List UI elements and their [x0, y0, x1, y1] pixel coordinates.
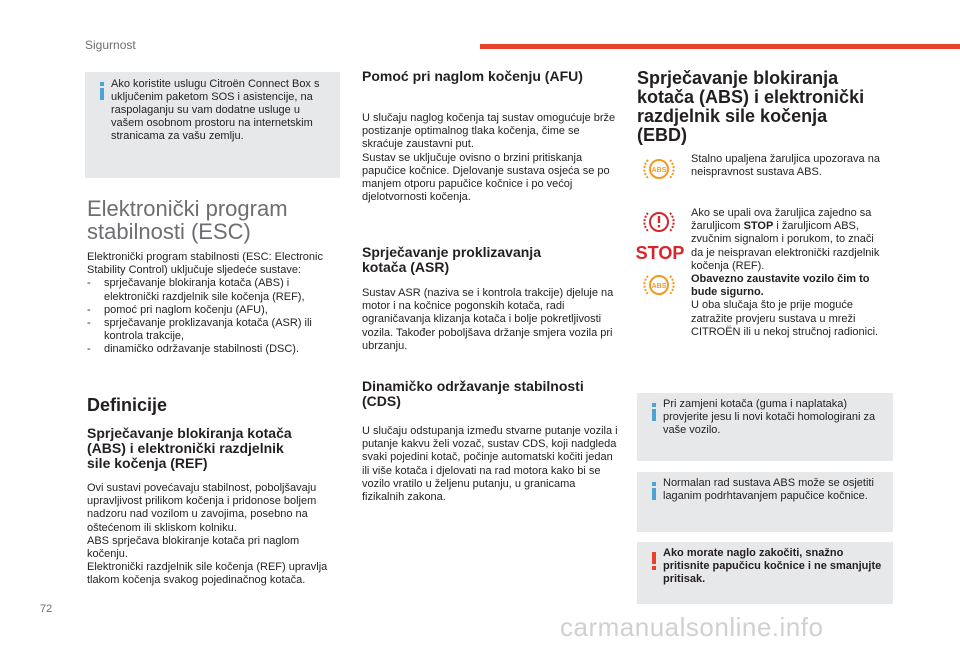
afu-text: Sustav se uključuje ovisno o brzini pritiskanja papučice kočnice. Djelovanje sustava osjeća se po manjem otporu papučice kočnice i po većoj djelotvornosti kočenja. [362, 151, 610, 204]
watermark-text: carmanualsonline.info [560, 612, 824, 642]
abs-ref-body [87, 482, 340, 588]
abs-ref-heading [87, 426, 342, 471]
info-box-text: Ako koristite uslugu Citroën Connect Box s uključenim paketom SOS i asistencije, na raspolaganju su vam dodatne usluge u vašem osobnom prostoru na internetskim stranicama za vašu zemlju. [111, 78, 320, 142]
col3-heading-line1: Sprječavanje blokiranja [637, 68, 839, 88]
header-accent-bar [480, 44, 960, 49]
info-box-abs-vibration [637, 472, 893, 532]
info-icon [645, 481, 663, 501]
page-number: 72 [40, 603, 53, 615]
esc-title [87, 197, 337, 243]
info-icon [645, 402, 663, 422]
dsc-heading-line2: (CDS) [362, 393, 401, 409]
esc-item: - sprječavanje proklizavanja kotača (ASR) ili kontrola trakcije, [87, 317, 339, 343]
abs-warning-text: Stalno upaljena žaruljica upozorava na neispravnost sustava ABS. [691, 153, 880, 179]
ref-text: i žaruljicom ABS, zvučnim signalom i porukom, to znači da je neispravan elektronički razdjelnik kočenja (REF). [691, 220, 880, 272]
section-title: Sigurnost [85, 38, 136, 52]
asr-heading-line1: Sprječavanje proklizavanja [362, 244, 541, 260]
afu-body [362, 112, 617, 204]
info-box-connect-box [85, 72, 340, 178]
dsc-heading [362, 379, 624, 409]
esc-title-line2: stabilnosti (ESC) [87, 219, 251, 244]
definitions-heading: Definicije [87, 395, 168, 415]
esc-body [87, 251, 339, 357]
asr-text: Sustav ASR (naziva se i kontrola trakcije) djeluje na motor i na kočnice pogonskih kotača, radi ograničavanja klizanja kotača i bolje pokretljivosti vozila. Također poboljšava držanje smjera vozila pri ubrzanju. [362, 287, 614, 352]
info-box-wheels [637, 393, 893, 461]
stop-lamp-label: STOP [635, 243, 685, 263]
col3-heading-line2: kotača (ABS) i elektronički [637, 87, 865, 107]
abs-lamp-label-2: ABS [651, 283, 667, 290]
esc-item: - pomoć pri naglom kočenju (AFU), [87, 304, 339, 317]
afu-text: U slučaju naglog kočenja taj sustav omogućuje brže postizanje optimalnog tlaka kočenja, čime se skraćuje zaustavni put. [362, 112, 616, 151]
stop-warning-lamp-icon [635, 242, 685, 263]
asr-heading-line2: kotača (ASR) [362, 259, 450, 275]
ref-text: Ako se upali ova žaruljica zajedno sa žaruljicom [691, 207, 872, 233]
abs-ref-heading-line3: sile kočenja (REF) [87, 455, 208, 471]
esc-item: - sprječavanje blokiranja kotača (ABS) i elektronički razdjelnik sile kočenja (REF), [87, 277, 339, 303]
col3-heading [637, 69, 897, 145]
abs-ref-text: Elektronički razdjelnik sile kočenja (REF) upravlja tlakom kočenja svakog pojedinačnog kotača. [87, 561, 328, 587]
col3-heading-line4: (EBD) [637, 125, 687, 145]
info-vibration-text: Normalan rad sustava ABS može se osjetiti laganim podrhtavanjem papučice kočnice. [663, 477, 874, 502]
abs-ref-heading-line1: Sprječavanje blokiranja kotača [87, 425, 292, 441]
abs-lamp-label: ABS [651, 167, 667, 174]
info-icon [93, 81, 111, 101]
warning-exclamation-icon [645, 551, 663, 571]
ref-warning-body [691, 207, 887, 339]
dsc-heading-line1: Dinamičko održavanje stabilnosti [362, 378, 584, 394]
info-wheels-text: Pri zamjeni kotača (guma i naplataka) provjerite jesu li novi kotači homologirani za vaše vozilo. [663, 398, 876, 436]
abs-ref-text: ABS sprječava blokiranje kotača pri naglom kočenju. [87, 534, 300, 561]
warn-braking-text: Ako morate naglo zakočiti, snažno pritisnite papučicu kočnice i ne smanjujte pritisak. [663, 547, 882, 585]
brake-warning-lamp-icon [642, 208, 676, 236]
abs-ref-heading-line2: (ABS) i elektronički razdjelnik [87, 440, 284, 456]
ref-bold-text: Obavezno zaustavite vozilo čim to bude sigurno. [691, 273, 870, 299]
abs-ref-text: Ovi sustavi povećavaju stabilnost, poboljšavaju upravljivost prilikom kočenja i pridonose boljem nadzoru nad vozilom u zavojima, posebno na oštećenom ili skliskom kolniku. [87, 482, 317, 534]
esc-intro: Elektronički program stabilnosti (ESC: Electronic Stability Control) uključuje sljedeće sustave: [87, 251, 323, 277]
esc-title-line1: Elektronički program [87, 196, 288, 221]
col3-heading-line3: razdjelnik sile kočenja [637, 106, 828, 126]
esc-item: - dinamičko održavanje stabilnosti (DSC). [87, 343, 339, 356]
afu-heading: Pomoć pri naglom kočenju (AFU) [362, 68, 583, 84]
asr-heading [362, 245, 617, 275]
warning-box-braking [637, 542, 893, 604]
dsc-text: U slučaju odstupanja između stvarne putanje vozila i putanje kakvu želi vozač, sustav CDS, koji nadgleda svaki pojedini kotač, počinje automatski kočiti jedan ili više kotača i djelovati na rad motora kako bi se vozilo vratilo u željenu putanju, u granicama fizikalnih zakona. [362, 425, 618, 504]
ref-stop-word: STOP [743, 220, 774, 233]
ref-text: U oba slučaja što je prije moguće zatražite provjeru sustava u mreži CITROËN ili u nekoj stručnoj radionici. [691, 299, 879, 338]
abs-warning-lamp-icon-2 [642, 271, 676, 299]
abs-warning-lamp-icon [642, 155, 676, 183]
